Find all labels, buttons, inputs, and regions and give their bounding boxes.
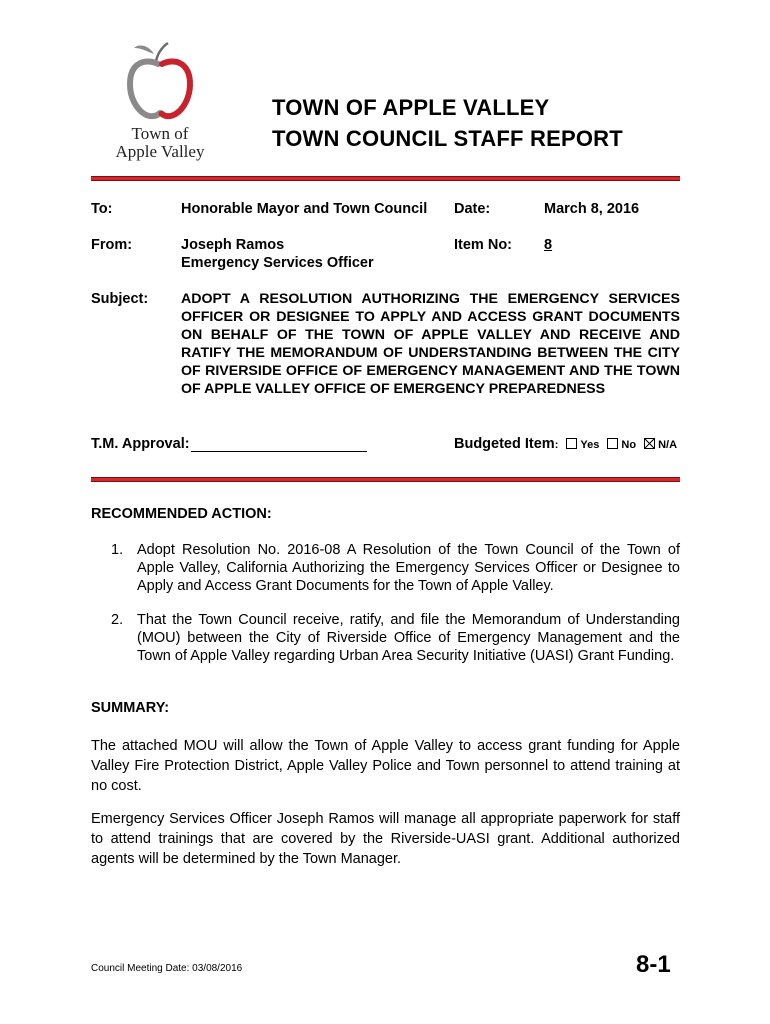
date-value: March 8, 2016 xyxy=(544,201,640,217)
subject-label: Subject: xyxy=(91,291,149,307)
summary-paragraph-2: Emergency Services Officer Joseph Ramos will manage all appropriate paperwork for staff to attend trainings that are covered by the Riverside-UASI grant. Additional authorized agents will be determined by the Town Manager. xyxy=(91,811,680,867)
report-title-line2: TOWN COUNCIL STAFF REPORT xyxy=(272,126,623,151)
page-number: 8-1 xyxy=(636,951,671,978)
no-checkbox[interactable] xyxy=(607,438,618,449)
item-number: 8 xyxy=(544,237,553,253)
header-divider xyxy=(91,176,680,181)
subject-text: ADOPT A RESOLUTION AUTHORIZING THE EMERGENCY SERVICES OFFICER OR DESIGNEE TO APPLY AND ACCESS GRANT DOCUMENTS ON BEHALF OF THE TOWN OF APPLE VALLEY AND RECEIVE AND RATIFY THE MEMORANDUM OF UNDERSTANDING BETWEEN THE CITY OF RIVERSIDE OFFICE OF EMERGENCY MANAGEMENT AND THE TOWN OF APPLE VALLEY OFFICE OF EMERGENCY PREPAREDNESS xyxy=(181,291,680,397)
from-name: Joseph Ramos xyxy=(181,237,285,253)
list-item-number: 2. xyxy=(111,612,124,628)
na-label: N/A xyxy=(658,439,678,451)
town-logo xyxy=(104,40,216,165)
list-item-number: 1. xyxy=(111,542,124,558)
logo-text-line1: Town of xyxy=(131,124,189,143)
list-item xyxy=(111,611,680,665)
to-label: To: xyxy=(91,201,113,217)
yes-checkbox[interactable] xyxy=(566,438,577,449)
budgeted-item xyxy=(454,436,677,452)
report-title-line1: TOWN OF APPLE VALLEY xyxy=(272,95,550,120)
tm-approval-line[interactable] xyxy=(191,436,367,452)
date-label: Date: xyxy=(454,201,491,217)
yes-label: Yes xyxy=(580,439,600,451)
from-label: From: xyxy=(91,237,133,253)
summary-heading: SUMMARY: xyxy=(91,700,170,716)
no-label: No xyxy=(621,439,637,451)
recommended-action-heading: RECOMMENDED ACTION: xyxy=(91,506,272,522)
apple-logo-icon xyxy=(124,40,196,122)
item-label: Item No: xyxy=(454,237,512,253)
tm-approval-label: T.M. Approval: xyxy=(91,436,190,452)
to-value: Honorable Mayor and Town Council xyxy=(181,201,428,217)
budgeted-item-colon: : xyxy=(554,439,559,451)
tm-approval xyxy=(91,436,367,452)
meeting-date: Council Meeting Date: 03/08/2016 xyxy=(91,963,243,974)
budgeted-item-label: Budgeted Item xyxy=(454,436,555,452)
na-checkbox[interactable] xyxy=(644,438,655,449)
from-title: Emergency Services Officer xyxy=(181,255,374,271)
summary-paragraph-1: The attached MOU will allow the Town of Apple Valley to access grant funding for Apple Valley Fire Protection District, Apple Valley Police and Town personnel to attend training at no cost. xyxy=(91,738,680,794)
list-item xyxy=(111,541,680,595)
logo-text-line2: Apple Valley xyxy=(115,142,205,161)
list-item-text: Adopt Resolution No. 2016-08 A Resolution of the Town Council of the Town of Apple Valley, California Authorizing the Emergency Services Officer or Designee to Apply and Access Grant Documents for the Town of Apple Valley. xyxy=(137,542,680,594)
memo-divider xyxy=(91,477,680,482)
list-item-text: That the Town Council receive, ratify, and file the Memorandum of Understanding (MOU) between the City of Riverside Office of Emergency Management and the Town of Apple Valley regarding Urban Area Security Initiative (UASI) Grant Funding. xyxy=(137,612,680,664)
